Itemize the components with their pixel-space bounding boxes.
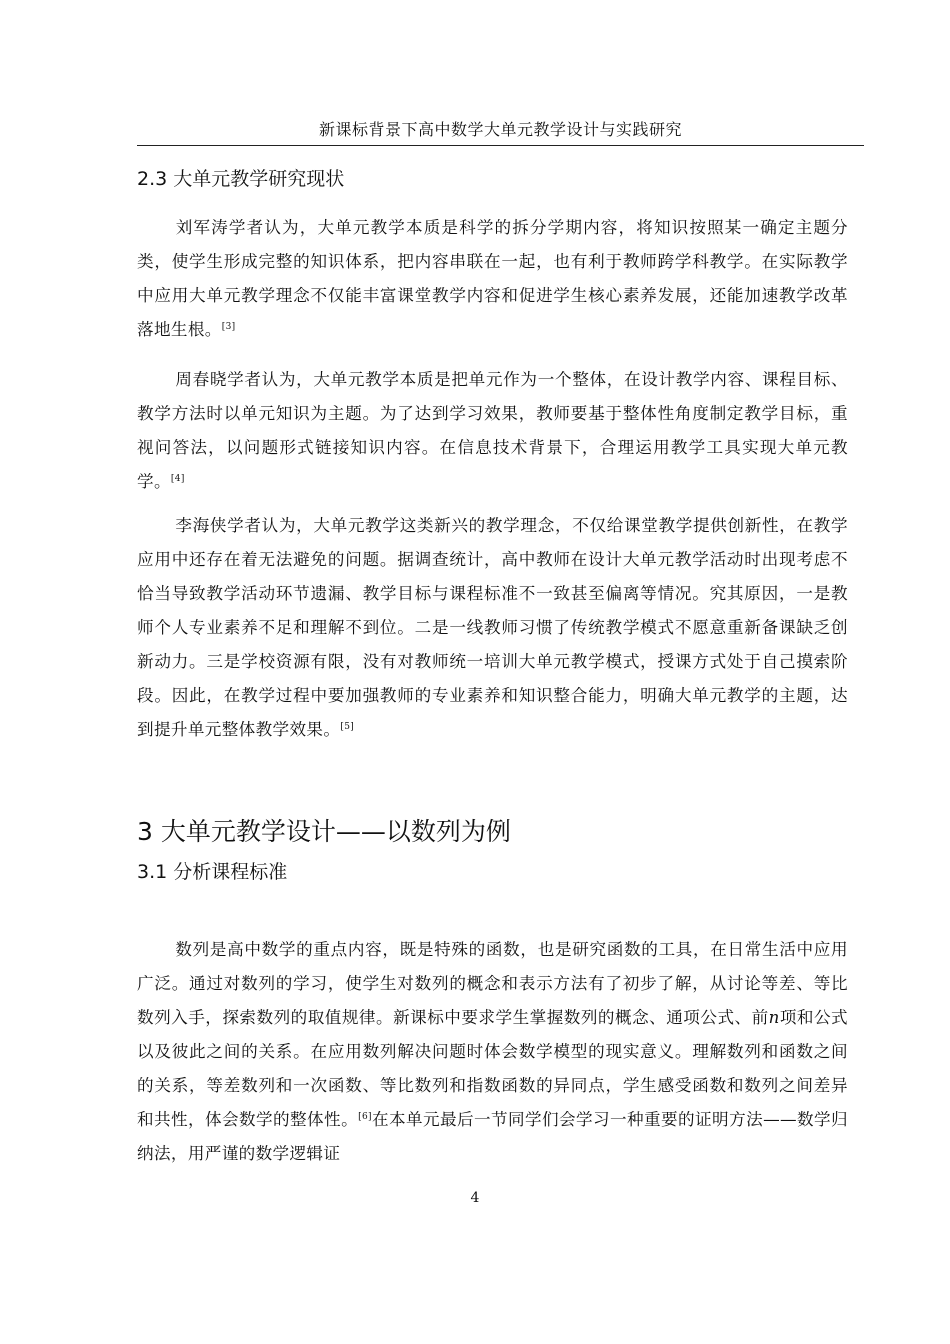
paragraph-curriculum-part3: 在本单元最后一节同学们会学习一种重要的证明方法——数学归纳法，用严谨的数学逻辑证 — [137, 1110, 848, 1163]
citation-3: [3] — [221, 322, 236, 332]
section-2-3-heading: 2.3 大单元教学研究现状 — [137, 168, 345, 190]
paragraph-liu — [137, 211, 848, 347]
paragraph-curriculum — [137, 933, 848, 1171]
citation-5: [5] — [340, 722, 355, 732]
paragraph-curriculum-part1: 数列是高中数学的重点内容，既是特殊的函数，也是研究函数的工具，在日常生活中应用广泛。通过对数列的学习，使学生对数列的概念和表示方法有了初步了解，从讨论等差、等比数列入手，探索数列的取值规律。新课标中要求学生掌握数列的概念、通项公式、前 — [137, 940, 848, 1027]
header-rule — [137, 145, 864, 146]
paragraph-zhou — [137, 363, 848, 499]
variable-n: n — [768, 1008, 780, 1027]
paragraph-li-text: 李海侠学者认为，大单元教学这类新兴的教学理念，不仅给课堂教学提供创新性，在教学应用中还存在着无法避免的问题。据调查统计，高中教师在设计大单元教学活动时出现考虑不恰当导致教学活动环节遗漏、教学目标与课程标准不一致甚至偏离等情况。究其原因，一是教师个人专业素养不足和理解不到位。二是一线教师习惯了传统教学模式不愿意重新备课缺乏创新动力。三是学校资源有限，没有对教师统一培训大单元教学模式，授课方式处于自己摸索阶段。因此，在教学过程中要加强教师的专业素养和知识整合能力，明确大单元教学的主题，达到提升单元整体教学效果。 — [137, 516, 848, 739]
citation-6: [6] — [358, 1112, 372, 1122]
paragraph-curriculum-part2: 项和公式以及彼此之间的关系。在应用数列解决问题时体会数学模型的现实意义。理解数列和函数之间的关系，等差数列和一次函数、等比数列和指数函数的异同点，学生感受函数和数列之间差异和共性，体会数学的整体性。 — [137, 1008, 848, 1129]
section-3-1-heading: 3.1 分析课程标准 — [137, 861, 288, 883]
paragraph-li — [137, 509, 848, 747]
paragraph-liu-text: 刘军涛学者认为，大单元教学本质是科学的拆分学期内容，将知识按照某一确定主题分类，使学生形成完整的知识体系，把内容串联在一起，也有利于教师跨学科教学。在实际教学中应用大单元教学理念不仅能丰富课堂教学内容和促进学生核心素养发展，还能加速教学改革落地生根。 — [137, 218, 848, 339]
paragraph-zhou-text: 周春晓学者认为，大单元教学本质是把单元作为一个整体，在设计教学内容、课程目标、教学方法时以单元知识为主题。为了达到学习效果，教师要基于整体性角度制定教学目标，重视问答法，以问题形式链接知识内容。在信息技术背景下，合理运用教学工具实现大单元教学。 — [137, 370, 848, 491]
section-3-heading: 3 大单元教学设计——以数列为例 — [137, 817, 511, 846]
citation-4: [4] — [170, 474, 185, 484]
running-header: 新课标背景下高中数学大单元教学设计与实践研究 — [318, 120, 682, 139]
page-number: 4 — [470, 1190, 480, 1206]
